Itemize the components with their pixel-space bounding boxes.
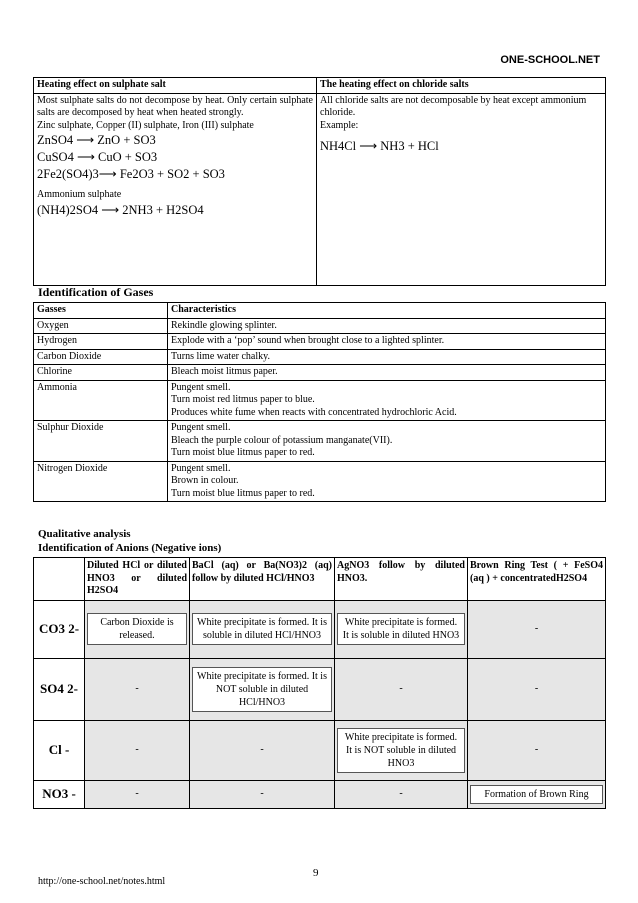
- gas-characteristics: [168, 349, 606, 365]
- heat-col2-body: [317, 93, 606, 285]
- gas-row: [34, 461, 606, 502]
- gas-row: [34, 365, 606, 381]
- gas-characteristics: [168, 334, 606, 350]
- chloride-intro: All chloride salts are not decomposable by heat except ammonium chloride.: [320, 94, 587, 118]
- anion-row: [34, 658, 606, 720]
- anions-title: Identification of Anions (Negative ions): [38, 542, 222, 554]
- gas-row: [34, 380, 606, 421]
- anions-head-agno3: AgNO3 follow by diluted HNO3.: [335, 558, 468, 601]
- eq-cuso4: CuSO4 ⟶ CuO + SO3: [37, 150, 158, 164]
- anion-result-cell: [190, 600, 335, 658]
- eq-nh4so4: (NH4)2SO4 ⟶ 2NH3 + H2SO4: [37, 202, 204, 217]
- anion-result-cell: [335, 720, 468, 780]
- gas-row: [34, 421, 606, 462]
- eq-fe2so43: 2Fe2(SO4)3⟶ Fe2O3 + SO2 + SO3: [37, 167, 225, 181]
- anion-row: [34, 720, 606, 780]
- anion-result-cell: -: [190, 780, 335, 808]
- gas-name: Nitrogen Dioxide: [34, 461, 168, 502]
- characteristic-line: Turns lime water chalky.: [171, 350, 270, 362]
- gas-row: [34, 349, 606, 365]
- anion-result-cell: -: [335, 658, 468, 720]
- characteristic-line: Turn moist blue litmus paper to red.: [171, 487, 315, 499]
- characteristic-line: Pungent smell.: [171, 381, 231, 393]
- characteristic-line: Pungent smell.: [171, 462, 231, 474]
- sulphate-examples: Zinc sulphate, Copper (II) sulphate, Iron (III) sulphate: [37, 119, 254, 131]
- gas-name: Oxygen: [34, 318, 168, 334]
- gas-name: Hydrogen: [34, 334, 168, 350]
- result-text-box: White precipitate is formed. It is NOT soluble in diluted HCl/HNO3: [192, 667, 332, 712]
- gas-name: Carbon Dioxide: [34, 349, 168, 365]
- gas-characteristics: [168, 365, 606, 381]
- characteristic-line: Produces white fume when reacts with concentrated hydrochloric Acid.: [171, 406, 457, 418]
- anions-head-acid: Diluted HCl or diluted HNO3 or diluted H2SO4: [85, 558, 190, 601]
- anion-result-cell: -: [85, 780, 190, 808]
- anion-result-cell: -: [85, 658, 190, 720]
- heat-col1-title: Heating effect on sulphate salt: [34, 78, 317, 94]
- page-number: 9: [313, 867, 319, 879]
- characteristic-line: Bleach the purple colour of potassium manganate(VII).: [171, 434, 393, 446]
- ammonium-sulphate-label: Ammonium sulphate: [37, 189, 122, 200]
- anion-symbol: SO4 2-: [34, 658, 85, 720]
- gas-characteristics: [168, 318, 606, 334]
- gases-head-char: Characteristics: [168, 303, 606, 319]
- characteristic-line: Bleach moist litmus paper.: [171, 366, 278, 377]
- characteristic-line: Rekindle glowing splinter.: [171, 319, 277, 331]
- result-text-box: White precipitate is formed. It is soluble in diluted HNO3: [337, 613, 465, 645]
- anion-symbol: NO3 -: [34, 780, 85, 808]
- anion-result-cell: -: [468, 720, 606, 780]
- result-text-box: Carbon Dioxide is released.: [87, 613, 187, 645]
- anion-symbol: CO3 2-: [34, 600, 85, 658]
- chloride-example-label: Example:: [320, 119, 359, 131]
- characteristic-line: Brown in colour.: [171, 475, 239, 486]
- anion-result-cell: -: [335, 780, 468, 808]
- anion-result-cell: -: [190, 720, 335, 780]
- anion-row: [34, 600, 606, 658]
- result-text-box: White precipitate is formed. It is NOT soluble in diluted HNO3: [337, 728, 465, 773]
- anion-result-cell: [85, 600, 190, 658]
- gas-characteristics: [168, 421, 606, 462]
- anion-result-cell: -: [468, 658, 606, 720]
- anion-symbol: Cl -: [34, 720, 85, 780]
- anions-head-brownring: Brown Ring Test ( + FeSO4 (aq ) + concentratedH2SO4: [468, 558, 606, 601]
- result-text-box: Formation of Brown Ring: [470, 785, 603, 804]
- gases-title: Identification of Gases: [38, 285, 154, 299]
- gas-name: Chlorine: [34, 365, 168, 381]
- characteristic-line: Explode with a ‘pop’ sound when brought close to a lighted splinter.: [171, 335, 445, 346]
- footer-url: http://one-school.net/notes.html: [38, 876, 166, 887]
- gas-characteristics: [168, 380, 606, 421]
- characteristic-line: Pungent smell.: [171, 422, 231, 433]
- anion-row: [34, 780, 606, 808]
- heating-table: [33, 77, 606, 286]
- anion-result-cell: -: [468, 600, 606, 658]
- eq-znso4: ZnSO4 ⟶ ZnO + SO3: [37, 133, 156, 147]
- heat-col2-title: The heating effect on chloride salts: [317, 78, 606, 94]
- anions-head-blank: [34, 558, 85, 601]
- gas-characteristics: [168, 461, 606, 502]
- anions-table: [33, 557, 606, 809]
- eq-nh4cl: NH4Cl ⟶ NH3 + HCl: [320, 139, 439, 153]
- gas-name: Ammonia: [34, 380, 168, 421]
- gas-name: Sulphur Dioxide: [34, 421, 168, 462]
- heat-col1-body: [34, 93, 317, 285]
- gas-row: [34, 318, 606, 334]
- gases-table: [33, 302, 606, 502]
- anions-head-bacl: BaCl (aq) or Ba(NO3)2 (aq) follow by diluted HCl/HNO3: [190, 558, 335, 601]
- anion-result-cell: [335, 600, 468, 658]
- result-text-box: White precipitate is formed. It is soluble in diluted HCl/HNO3: [192, 613, 332, 645]
- characteristic-line: Turn moist red litmus paper to blue.: [171, 394, 315, 405]
- anion-result-cell: [190, 658, 335, 720]
- characteristic-line: Turn moist blue litmus paper to red.: [171, 447, 315, 458]
- anion-result-cell: [468, 780, 606, 808]
- gas-row: [34, 334, 606, 350]
- site-brand: ONE-SCHOOL.NET: [500, 54, 600, 66]
- qualitative-title: Qualitative analysis: [38, 528, 131, 540]
- anion-result-cell: -: [85, 720, 190, 780]
- sulphate-intro: Most sulphate salts do not decompose by heat. Only certain sulphate salts are decomposed by heat when heated strongly.: [37, 94, 313, 118]
- gases-head-gas: Gasses: [34, 303, 168, 319]
